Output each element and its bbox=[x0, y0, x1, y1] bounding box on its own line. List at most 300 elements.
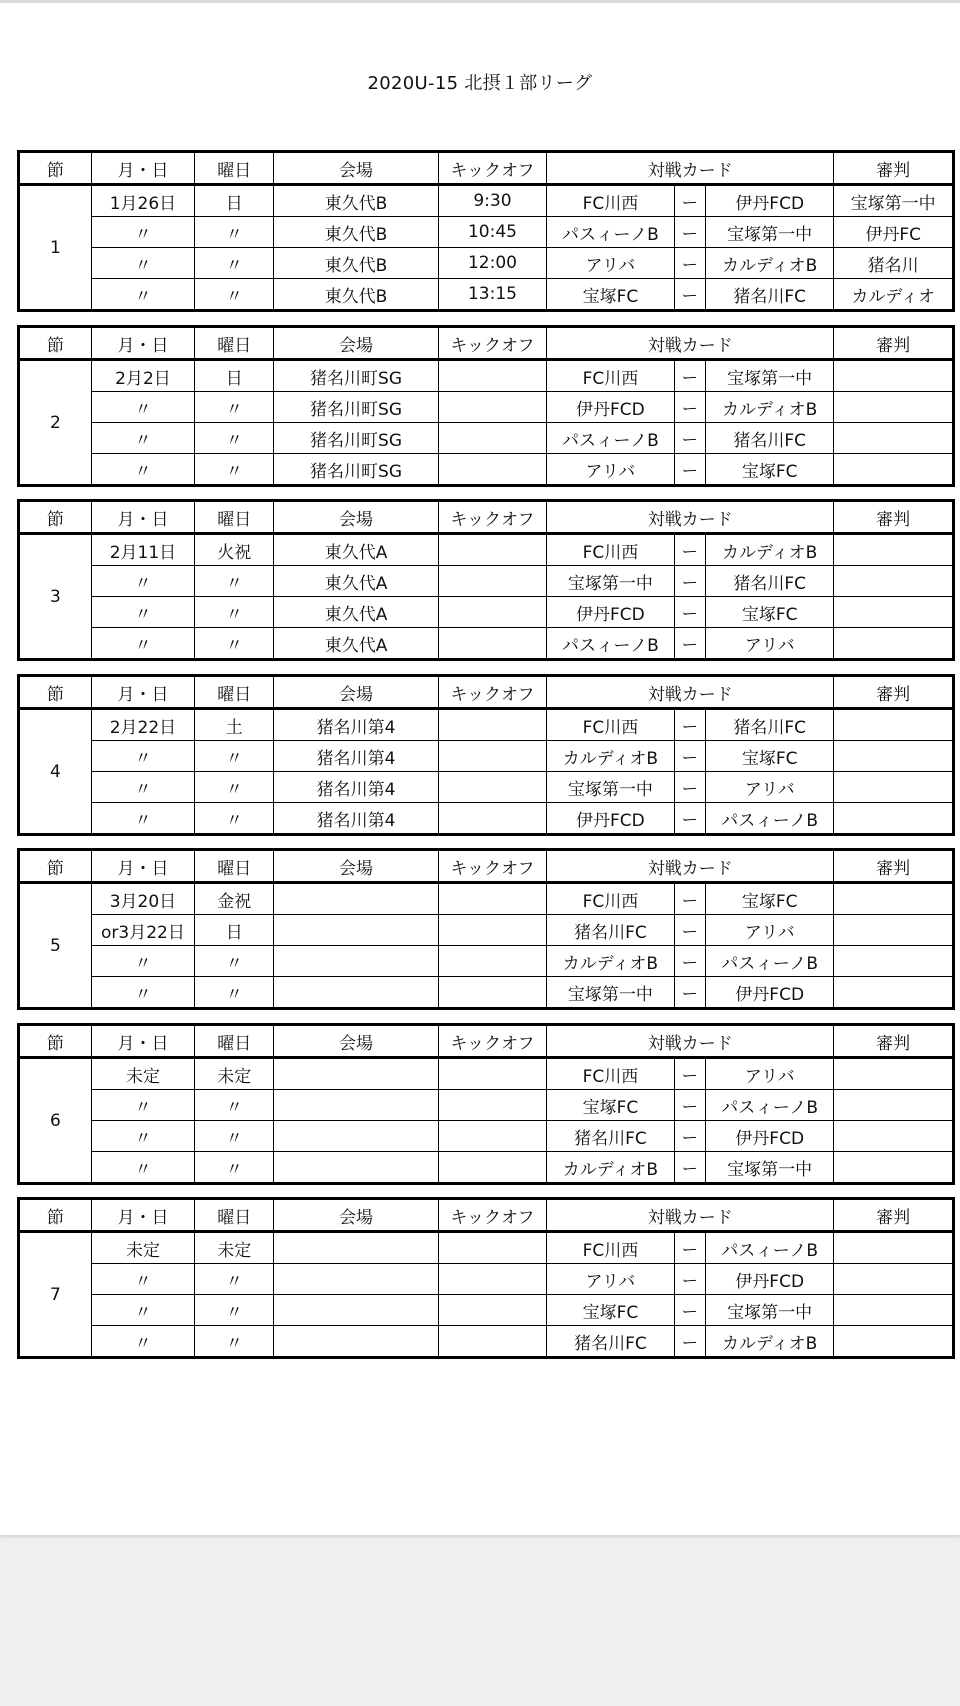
cell-venue: 東久代B bbox=[274, 217, 438, 248]
header-kickoff: キックオフ bbox=[438, 850, 547, 883]
header-referee: 審判 bbox=[834, 152, 954, 185]
cell-date: 2月22日 bbox=[91, 709, 194, 741]
cell-sep: ー bbox=[674, 1152, 706, 1184]
header-row bbox=[19, 501, 954, 534]
table-row bbox=[19, 1295, 954, 1326]
cell-kickoff bbox=[438, 360, 547, 392]
cell-kickoff: 9:30 bbox=[438, 185, 547, 217]
cell-home: 伊丹FCD bbox=[547, 803, 674, 835]
cell-kickoff bbox=[438, 1152, 547, 1184]
cell-venue: 東久代B bbox=[274, 279, 438, 311]
cell-home: 宝塚FC bbox=[547, 1295, 674, 1326]
header-setsu: 節 bbox=[19, 152, 92, 185]
cell-kickoff bbox=[438, 803, 547, 835]
cell-venue: 猪名川第4 bbox=[274, 741, 438, 772]
header-day: 曜日 bbox=[195, 152, 274, 185]
cell-home: 宝塚FC bbox=[547, 279, 674, 311]
header-setsu: 節 bbox=[19, 327, 92, 360]
header-match: 対戦カード bbox=[547, 152, 834, 185]
cell-sep: ー bbox=[674, 248, 706, 279]
cell-date: 1月26日 bbox=[91, 185, 194, 217]
cell-day: 〃 bbox=[195, 1326, 274, 1358]
cell-day: 〃 bbox=[195, 1121, 274, 1152]
cell-referee bbox=[834, 597, 954, 628]
header-match: 対戦カード bbox=[547, 850, 834, 883]
table-row bbox=[19, 1121, 954, 1152]
cell-date: 未定 bbox=[91, 1232, 194, 1264]
cell-home: アリバ bbox=[547, 1264, 674, 1295]
cell-home: パスィーノB bbox=[547, 628, 674, 660]
header-venue: 会場 bbox=[274, 676, 438, 709]
cell-away: 伊丹FCD bbox=[706, 1121, 834, 1152]
table-row bbox=[19, 628, 954, 660]
cell-away: 伊丹FCD bbox=[706, 185, 834, 217]
cell-kickoff bbox=[438, 566, 547, 597]
header-date: 月・日 bbox=[91, 327, 194, 360]
cell-date: 〃 bbox=[91, 803, 194, 835]
cell-referee bbox=[834, 566, 954, 597]
cell-kickoff: 13:15 bbox=[438, 279, 547, 311]
cell-day: 未定 bbox=[195, 1232, 274, 1264]
cell-day: 日 bbox=[195, 915, 274, 946]
cell-date: 〃 bbox=[91, 1295, 194, 1326]
cell-venue: 東久代A bbox=[274, 566, 438, 597]
header-day: 曜日 bbox=[195, 1199, 274, 1232]
header-date: 月・日 bbox=[91, 1199, 194, 1232]
cell-home: カルディオB bbox=[547, 946, 674, 977]
cell-away: パスィーノB bbox=[706, 1090, 834, 1121]
cell-day: 日 bbox=[195, 360, 274, 392]
cell-venue bbox=[274, 915, 438, 946]
cell-date: 〃 bbox=[91, 217, 194, 248]
cell-venue bbox=[274, 977, 438, 1009]
cell-day: 金祝 bbox=[195, 883, 274, 915]
cell-day: 〃 bbox=[195, 392, 274, 423]
round-table bbox=[17, 848, 955, 1010]
document-page bbox=[0, 3, 960, 1535]
cell-sep: ー bbox=[674, 803, 706, 835]
cell-sep: ー bbox=[674, 454, 706, 486]
cell-referee: 猪名川 bbox=[834, 248, 954, 279]
cell-date: 〃 bbox=[91, 1121, 194, 1152]
cell-kickoff bbox=[438, 392, 547, 423]
table-row bbox=[19, 185, 954, 217]
cell-home: 宝塚第一中 bbox=[547, 977, 674, 1009]
cell-kickoff bbox=[438, 772, 547, 803]
header-row bbox=[19, 676, 954, 709]
cell-away: カルディオB bbox=[706, 392, 834, 423]
cell-date: 2月11日 bbox=[91, 534, 194, 566]
cell-sep: ー bbox=[674, 772, 706, 803]
table-row bbox=[19, 597, 954, 628]
header-day: 曜日 bbox=[195, 501, 274, 534]
cell-date: 〃 bbox=[91, 1090, 194, 1121]
cell-date: or3月22日 bbox=[91, 915, 194, 946]
table-row bbox=[19, 454, 954, 486]
cell-day: 〃 bbox=[195, 1295, 274, 1326]
cell-sep: ー bbox=[674, 1264, 706, 1295]
cell-sep: ー bbox=[674, 1090, 706, 1121]
cell-home: FC川西 bbox=[547, 1232, 674, 1264]
cell-referee bbox=[834, 709, 954, 741]
round-table bbox=[17, 150, 955, 312]
cell-referee bbox=[834, 741, 954, 772]
cell-day: 土 bbox=[195, 709, 274, 741]
cell-kickoff: 12:00 bbox=[438, 248, 547, 279]
cell-away: パスィーノB bbox=[706, 803, 834, 835]
table-row bbox=[19, 772, 954, 803]
cell-home: FC川西 bbox=[547, 360, 674, 392]
cell-home: アリバ bbox=[547, 454, 674, 486]
cell-kickoff bbox=[438, 741, 547, 772]
header-kickoff: キックオフ bbox=[438, 676, 547, 709]
header-day: 曜日 bbox=[195, 850, 274, 883]
header-venue: 会場 bbox=[274, 850, 438, 883]
header-match: 対戦カード bbox=[547, 676, 834, 709]
cell-day: 未定 bbox=[195, 1058, 274, 1090]
cell-sep: ー bbox=[674, 741, 706, 772]
header-row bbox=[19, 327, 954, 360]
cell-sep: ー bbox=[674, 360, 706, 392]
cell-date: 〃 bbox=[91, 1326, 194, 1358]
cell-home: FC川西 bbox=[547, 709, 674, 741]
cell-sep: ー bbox=[674, 628, 706, 660]
cell-venue: 猪名川第4 bbox=[274, 803, 438, 835]
cell-referee bbox=[834, 1090, 954, 1121]
cell-sep: ー bbox=[674, 977, 706, 1009]
cell-kickoff bbox=[438, 423, 547, 454]
header-setsu: 節 bbox=[19, 676, 92, 709]
cell-home: 宝塚第一中 bbox=[547, 566, 674, 597]
cell-date: 〃 bbox=[91, 977, 194, 1009]
cell-referee bbox=[834, 454, 954, 486]
cell-sep: ー bbox=[674, 279, 706, 311]
header-venue: 会場 bbox=[274, 1199, 438, 1232]
cell-day: 〃 bbox=[195, 803, 274, 835]
cell-date: 未定 bbox=[91, 1058, 194, 1090]
cell-date: 〃 bbox=[91, 597, 194, 628]
cell-venue: 猪名川町SG bbox=[274, 392, 438, 423]
cell-sep: ー bbox=[674, 597, 706, 628]
cell-home: パスィーノB bbox=[547, 423, 674, 454]
header-row bbox=[19, 1199, 954, 1232]
cell-kickoff bbox=[438, 1295, 547, 1326]
table-row bbox=[19, 217, 954, 248]
cell-home: 猪名川FC bbox=[547, 1326, 674, 1358]
cell-day: 〃 bbox=[195, 597, 274, 628]
cell-referee bbox=[834, 803, 954, 835]
table-row bbox=[19, 1152, 954, 1184]
round-number: 4 bbox=[19, 709, 92, 835]
cell-kickoff bbox=[438, 1090, 547, 1121]
cell-home: FC川西 bbox=[547, 1058, 674, 1090]
cell-referee bbox=[834, 1295, 954, 1326]
cell-away: パスィーノB bbox=[706, 946, 834, 977]
cell-venue bbox=[274, 883, 438, 915]
cell-day: 〃 bbox=[195, 248, 274, 279]
cell-referee bbox=[834, 628, 954, 660]
cell-referee: カルディオ bbox=[834, 279, 954, 311]
cell-kickoff bbox=[438, 628, 547, 660]
round-table bbox=[17, 1023, 955, 1185]
cell-away: カルディオB bbox=[706, 1326, 834, 1358]
cell-home: 伊丹FCD bbox=[547, 392, 674, 423]
cell-sep: ー bbox=[674, 392, 706, 423]
header-referee: 審判 bbox=[834, 1025, 954, 1058]
cell-venue bbox=[274, 1295, 438, 1326]
cell-referee bbox=[834, 915, 954, 946]
cell-away: 宝塚第一中 bbox=[706, 360, 834, 392]
header-day: 曜日 bbox=[195, 1025, 274, 1058]
header-date: 月・日 bbox=[91, 1025, 194, 1058]
header-kickoff: キックオフ bbox=[438, 152, 547, 185]
cell-sep: ー bbox=[674, 217, 706, 248]
header-setsu: 節 bbox=[19, 1199, 92, 1232]
header-row bbox=[19, 152, 954, 185]
header-setsu: 節 bbox=[19, 850, 92, 883]
header-row bbox=[19, 1025, 954, 1058]
cell-venue bbox=[274, 1264, 438, 1295]
cell-away: 猪名川FC bbox=[706, 423, 834, 454]
table-row bbox=[19, 1090, 954, 1121]
cell-sep: ー bbox=[674, 423, 706, 454]
header-kickoff: キックオフ bbox=[438, 1025, 547, 1058]
cell-day: 火祝 bbox=[195, 534, 274, 566]
table-row bbox=[19, 392, 954, 423]
cell-venue bbox=[274, 1232, 438, 1264]
cell-day: 〃 bbox=[195, 772, 274, 803]
cell-day: 〃 bbox=[195, 946, 274, 977]
cell-kickoff bbox=[438, 1264, 547, 1295]
table-row bbox=[19, 248, 954, 279]
page-title: 2020U-15 北摂１部リーグ bbox=[367, 73, 593, 94]
cell-day: 日 bbox=[195, 185, 274, 217]
cell-away: 宝塚第一中 bbox=[706, 1152, 834, 1184]
table-row bbox=[19, 279, 954, 311]
header-setsu: 節 bbox=[19, 501, 92, 534]
table-row bbox=[19, 741, 954, 772]
cell-venue: 東久代A bbox=[274, 597, 438, 628]
cell-day: 〃 bbox=[195, 741, 274, 772]
table-row bbox=[19, 709, 954, 741]
round-table bbox=[17, 1197, 955, 1359]
cell-date: 2月2日 bbox=[91, 360, 194, 392]
cell-away: カルディオB bbox=[706, 248, 834, 279]
cell-sep: ー bbox=[674, 915, 706, 946]
cell-kickoff bbox=[438, 454, 547, 486]
cell-away: アリバ bbox=[706, 1058, 834, 1090]
header-match: 対戦カード bbox=[547, 501, 834, 534]
cell-kickoff bbox=[438, 946, 547, 977]
cell-venue bbox=[274, 946, 438, 977]
cell-venue: 猪名川町SG bbox=[274, 423, 438, 454]
cell-day: 〃 bbox=[195, 566, 274, 597]
cell-day: 〃 bbox=[195, 454, 274, 486]
cell-referee bbox=[834, 1058, 954, 1090]
round-number: 6 bbox=[19, 1058, 92, 1184]
cell-kickoff bbox=[438, 1121, 547, 1152]
cell-away: 伊丹FCD bbox=[706, 977, 834, 1009]
round-number: 1 bbox=[19, 185, 92, 311]
cell-venue bbox=[274, 1152, 438, 1184]
header-kickoff: キックオフ bbox=[438, 501, 547, 534]
header-referee: 審判 bbox=[834, 850, 954, 883]
cell-home: アリバ bbox=[547, 248, 674, 279]
header-day: 曜日 bbox=[195, 327, 274, 360]
header-referee: 審判 bbox=[834, 676, 954, 709]
header-referee: 審判 bbox=[834, 1199, 954, 1232]
cell-kickoff bbox=[438, 534, 547, 566]
cell-away: アリバ bbox=[706, 772, 834, 803]
cell-away: 宝塚FC bbox=[706, 883, 834, 915]
cell-venue: 猪名川第4 bbox=[274, 709, 438, 741]
cell-date: 〃 bbox=[91, 454, 194, 486]
table-row bbox=[19, 534, 954, 566]
cell-venue bbox=[274, 1121, 438, 1152]
header-referee: 審判 bbox=[834, 327, 954, 360]
header-match: 対戦カード bbox=[547, 327, 834, 360]
cell-venue: 猪名川第4 bbox=[274, 772, 438, 803]
cell-date: 〃 bbox=[91, 628, 194, 660]
cell-sep: ー bbox=[674, 1295, 706, 1326]
round-table bbox=[17, 499, 955, 661]
cell-venue: 東久代A bbox=[274, 628, 438, 660]
header-venue: 会場 bbox=[274, 152, 438, 185]
table-row bbox=[19, 360, 954, 392]
cell-away: 宝塚第一中 bbox=[706, 217, 834, 248]
cell-home: 宝塚FC bbox=[547, 1090, 674, 1121]
cell-home: FC川西 bbox=[547, 534, 674, 566]
table-row bbox=[19, 1232, 954, 1264]
cell-away: 伊丹FCD bbox=[706, 1264, 834, 1295]
cell-sep: ー bbox=[674, 946, 706, 977]
cell-sep: ー bbox=[674, 1058, 706, 1090]
cell-referee: 宝塚第一中 bbox=[834, 185, 954, 217]
cell-referee bbox=[834, 1152, 954, 1184]
header-kickoff: キックオフ bbox=[438, 1199, 547, 1232]
table-row bbox=[19, 1058, 954, 1090]
cell-referee: 伊丹FC bbox=[834, 217, 954, 248]
cell-kickoff bbox=[438, 709, 547, 741]
cell-venue: 東久代A bbox=[274, 534, 438, 566]
cell-sep: ー bbox=[674, 883, 706, 915]
header-date: 月・日 bbox=[91, 850, 194, 883]
cell-date: 〃 bbox=[91, 279, 194, 311]
header-date: 月・日 bbox=[91, 676, 194, 709]
table-row bbox=[19, 883, 954, 915]
cell-home: 宝塚第一中 bbox=[547, 772, 674, 803]
cell-kickoff bbox=[438, 883, 547, 915]
cell-venue: 東久代B bbox=[274, 185, 438, 217]
round-number: 5 bbox=[19, 883, 92, 1009]
table-row bbox=[19, 1264, 954, 1295]
round-number: 3 bbox=[19, 534, 92, 660]
cell-day: 〃 bbox=[195, 1264, 274, 1295]
cell-kickoff bbox=[438, 977, 547, 1009]
header-match: 対戦カード bbox=[547, 1025, 834, 1058]
header-venue: 会場 bbox=[274, 1025, 438, 1058]
cell-kickoff: 10:45 bbox=[438, 217, 547, 248]
table-row bbox=[19, 946, 954, 977]
header-kickoff: キックオフ bbox=[438, 327, 547, 360]
header-row bbox=[19, 850, 954, 883]
cell-away: 猪名川FC bbox=[706, 279, 834, 311]
cell-sep: ー bbox=[674, 534, 706, 566]
cell-away: アリバ bbox=[706, 628, 834, 660]
cell-day: 〃 bbox=[195, 1090, 274, 1121]
cell-date: 〃 bbox=[91, 946, 194, 977]
cell-day: 〃 bbox=[195, 977, 274, 1009]
cell-referee bbox=[834, 1232, 954, 1264]
cell-kickoff bbox=[438, 1232, 547, 1264]
cell-away: 猪名川FC bbox=[706, 709, 834, 741]
cell-kickoff bbox=[438, 1058, 547, 1090]
cell-date: 〃 bbox=[91, 772, 194, 803]
cell-away: 宝塚第一中 bbox=[706, 1295, 834, 1326]
cell-away: カルディオB bbox=[706, 534, 834, 566]
cell-venue: 猪名川町SG bbox=[274, 454, 438, 486]
cell-date: 〃 bbox=[91, 741, 194, 772]
cell-sep: ー bbox=[674, 1326, 706, 1358]
round-number: 2 bbox=[19, 360, 92, 486]
cell-date: 〃 bbox=[91, 1152, 194, 1184]
cell-away: 宝塚FC bbox=[706, 454, 834, 486]
cell-venue bbox=[274, 1058, 438, 1090]
table-row bbox=[19, 1326, 954, 1358]
table-row bbox=[19, 566, 954, 597]
cell-referee bbox=[834, 946, 954, 977]
cell-day: 〃 bbox=[195, 423, 274, 454]
cell-venue: 東久代B bbox=[274, 248, 438, 279]
cell-day: 〃 bbox=[195, 628, 274, 660]
table-row bbox=[19, 803, 954, 835]
cell-away: 宝塚FC bbox=[706, 741, 834, 772]
header-match: 対戦カード bbox=[547, 1199, 834, 1232]
cell-referee bbox=[834, 1121, 954, 1152]
cell-date: 3月20日 bbox=[91, 883, 194, 915]
cell-sep: ー bbox=[674, 1121, 706, 1152]
cell-day: 〃 bbox=[195, 217, 274, 248]
cell-home: カルディオB bbox=[547, 1152, 674, 1184]
round-table bbox=[17, 674, 955, 836]
cell-away: アリバ bbox=[706, 915, 834, 946]
cell-home: 猪名川FC bbox=[547, 1121, 674, 1152]
cell-home: FC川西 bbox=[547, 185, 674, 217]
cell-day: 〃 bbox=[195, 1152, 274, 1184]
cell-sep: ー bbox=[674, 1232, 706, 1264]
cell-away: 猪名川FC bbox=[706, 566, 834, 597]
cell-date: 〃 bbox=[91, 423, 194, 454]
cell-referee bbox=[834, 1264, 954, 1295]
header-date: 月・日 bbox=[91, 152, 194, 185]
cell-referee bbox=[834, 977, 954, 1009]
cell-day: 〃 bbox=[195, 279, 274, 311]
cell-home: カルディオB bbox=[547, 741, 674, 772]
cell-referee bbox=[834, 360, 954, 392]
header-venue: 会場 bbox=[274, 327, 438, 360]
cell-away: 宝塚FC bbox=[706, 597, 834, 628]
cell-kickoff bbox=[438, 597, 547, 628]
cell-venue: 猪名川町SG bbox=[274, 360, 438, 392]
cell-referee bbox=[834, 423, 954, 454]
cell-home: 伊丹FCD bbox=[547, 597, 674, 628]
cell-date: 〃 bbox=[91, 1264, 194, 1295]
cell-date: 〃 bbox=[91, 392, 194, 423]
round-number: 7 bbox=[19, 1232, 92, 1358]
header-venue: 会場 bbox=[274, 501, 438, 534]
cell-referee bbox=[834, 772, 954, 803]
cell-home: 猪名川FC bbox=[547, 915, 674, 946]
